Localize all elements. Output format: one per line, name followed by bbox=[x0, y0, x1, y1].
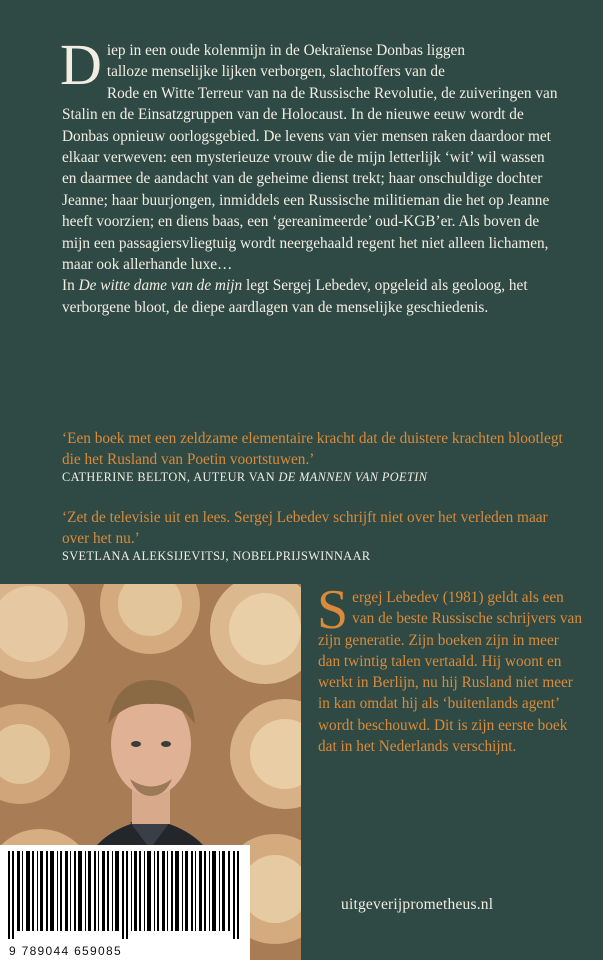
review-source-1-name: CATHERINE BELTON, AUTEUR VAN bbox=[62, 470, 279, 484]
book-title-inline: De witte dame van de mijn bbox=[78, 277, 243, 295]
back-cover-blurb bbox=[60, 32, 562, 318]
isbn-digits: 9 789044 659085 bbox=[9, 944, 122, 958]
isbn-barcode bbox=[0, 845, 250, 960]
bio-text: ergej Lebedev (1981) geldt als een van de beste Russische schrijvers van zijn generatie. Zijn boeken zijn in meer dan twintig talen vertaald. Hij woont en werkt in Berlijn, nu hij Rusland niet meer in kan omdat hij als ‘buitenlands agent’ wordt beschouwd. Dit is zijn eerste boek dat in het Nederlands verschijnt. bbox=[318, 589, 582, 756]
review-source-2 bbox=[62, 549, 582, 564]
bio-dropcap: S bbox=[317, 579, 349, 641]
review-source-2-name: SVETLANA ALEKSIJEVITSJ, NOBELPRIJSWINNAAR bbox=[62, 549, 371, 563]
publisher-website: uitgeverijprometheus.nl bbox=[341, 896, 494, 913]
author-bio bbox=[317, 579, 583, 757]
blurb-line2: talloze menselijke lijken verborgen, slachtoffers van de bbox=[106, 63, 445, 81]
review-source-1-title: DE MANNEN VAN POETIN bbox=[278, 470, 428, 484]
barcode-bars bbox=[8, 851, 242, 939]
review-source-1 bbox=[62, 470, 582, 485]
blurb-p2-suffix: legt Sergej Lebedev, opgeleid als geoloog, het verborgene bloot, de diepe aardlagen van de menselijke geschiedenis. bbox=[62, 277, 528, 316]
blurb-body: Rode en Witte Terreur van na de Russische Revolutie, de zuiveringen van Stalin en de Einsatzgruppen van de Holocaust. In de nieuwe eeuw wordt de Donbas opnieuw oorlogsgebied. De levens van vier mensen raken daardoor met elkaar verweven: een mysterieuze vrouw die de mijn letterlijk ‘wit’ wil wassen en daarmee de aandacht van de geheime dienst trekt; haar onschuldige dochter Jeanne; haar buurjongen, inmiddels een Russische militieman die het op Jeanne heeft voorzien; en diens baas, een ‘gereanimeerde’ oud-KGB’er. Als boven de mijn een passagiersvliegtuig wordt neergehaald regent het niet alleen lichamen, maar ook allerhande luxe… bbox=[62, 84, 558, 274]
blurb-line1: iep in een oude kolenmijn in de Oekraïense Donbas liggen bbox=[106, 42, 465, 59]
review-quote-2: ‘Zet de televisie uit en lees. Sergej Lebedev schrijft niet over het verleden maar over het nu.’ bbox=[62, 509, 548, 547]
blurb-p2-prefix: In bbox=[62, 277, 79, 295]
review-quote-1: ‘Een boek met een zeldzame elementaire kracht dat de duistere krachten blootlegt die het Rusland van Poetin voortstuwen.’ bbox=[62, 430, 563, 468]
blurb-dropcap: D bbox=[60, 32, 102, 97]
